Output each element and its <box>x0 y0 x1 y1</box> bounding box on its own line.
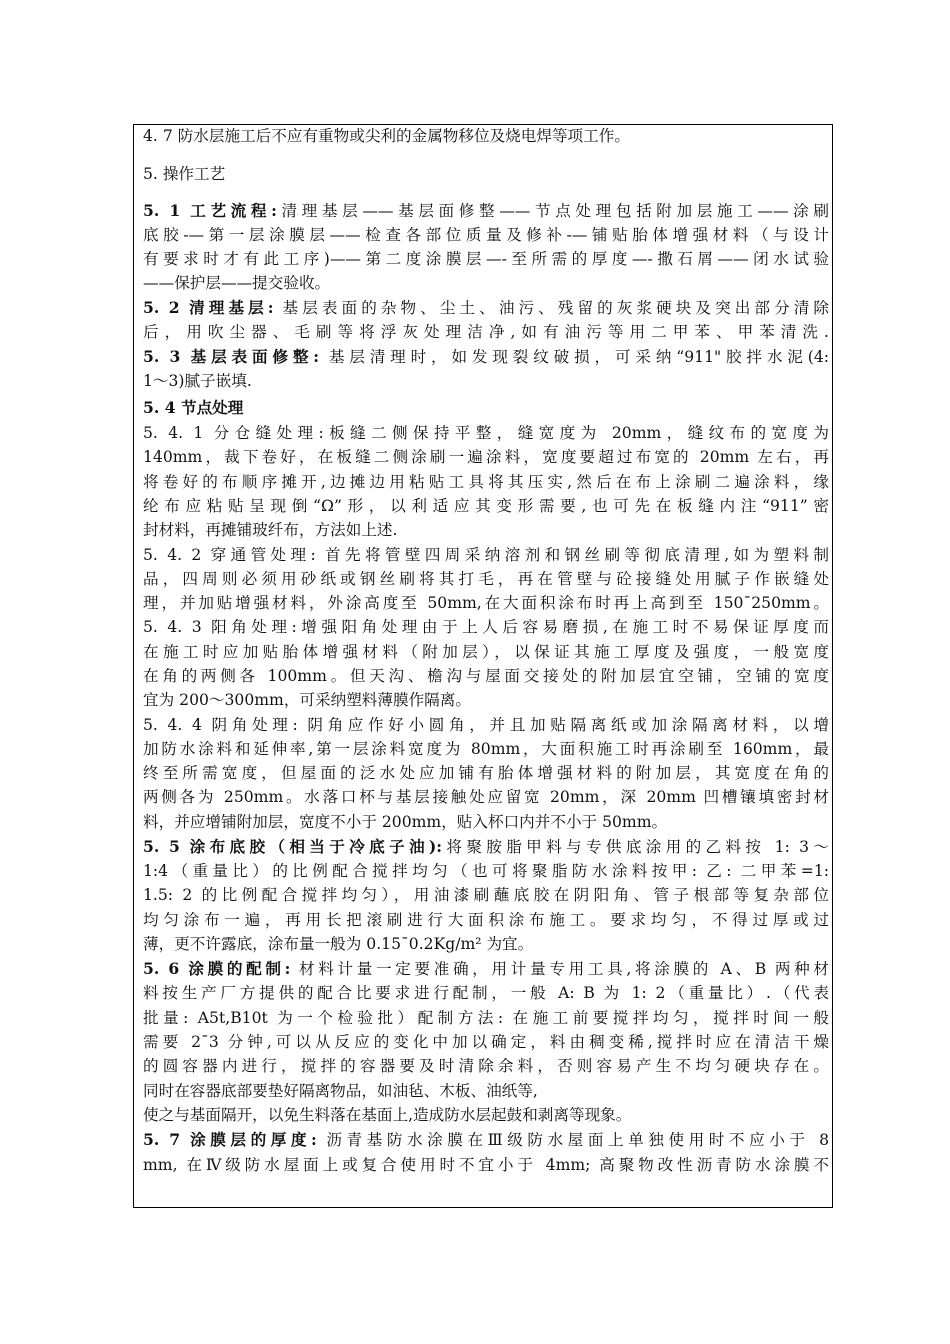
text-line <box>143 347 829 367</box>
line-text: 两侧各为 250mm。水落口杯与基层接触处应留宽 20mm，深 20mm 凹槽镶填密封材 <box>143 788 829 806</box>
text-line <box>143 642 829 662</box>
text-line <box>143 201 829 221</box>
text-line <box>143 617 829 637</box>
text-line <box>143 1032 829 1052</box>
line-text: 的圆容器内进行，搅拌的容器要及时清除余料，否则容易产生不均匀硬块存在。 <box>143 1057 829 1075</box>
line-text: 底胶-—第一层涂膜层——检查各部位质量及修补-—铺贴胎体增强材料（与设计 <box>143 226 829 244</box>
text-line <box>143 1155 829 1175</box>
line-text: 同时在容器底部要垫好隔离物品，如油毡、木板、油纸等, <box>143 1082 538 1100</box>
line-text: 封材料，再摊铺玻纤布，方法如上述. <box>143 521 398 539</box>
line-text: 5. 4. 2 穿通管处理: 首先将管壁四周采纳溶剂和钢丝刷等彻底清理,如为塑料制 <box>143 546 829 564</box>
line-text: 将聚胺脂甲料与专供底涂用的乙料按 1: 3～ <box>442 838 829 856</box>
text-line <box>143 225 829 245</box>
line-text: 均匀涂布一遍，再用长把滚刷进行大面积涂布施工。要求均匀，不得过厚或过 <box>143 911 829 929</box>
line-text: 宜为 200～300mm，可采纳塑料薄膜作隔离。 <box>143 691 471 709</box>
text-line <box>143 545 829 565</box>
line-text: 5. 4. 1 分仓缝处理:板缝二侧保持平整，缝宽度为 20mm，缝纹布的宽度为 <box>143 424 829 442</box>
line-text: 批量: A5t,B10t 为一个检验批）配制方法: 在施工前要搅拌均匀，搅拌时间一般 <box>143 1009 829 1027</box>
line-text: mm, 在Ⅳ级防水屋面上或复合使用时不宜小于 4mm; 高聚物改性沥青防水涂膜不 <box>143 1156 829 1174</box>
text-line <box>143 472 829 492</box>
text-line <box>143 1105 631 1125</box>
text-line <box>143 593 829 613</box>
line-text: 5. 4. 3 阳角处理:增强阳角处理由于上人后容易磨损,在施工时不易保证厚度而 <box>143 618 829 636</box>
line-text: 在角的两侧各 100mm。但天沟、檐沟与屋面交接处的附加层宜空铺，空铺的宽度 <box>143 667 829 685</box>
section-heading: 5. 6 涂膜的配制: <box>143 959 291 978</box>
text-line <box>143 1130 829 1150</box>
line-text: 基层表面的杂物、尘土、油污、残留的灰浆硬块及突出部分清除 <box>273 299 829 317</box>
text-line <box>143 164 225 184</box>
text-line <box>143 885 829 905</box>
line-text: 料按生产厂方提供的配合比要求进行配制，一般 A: B 为 1: 2（重量比）.（代表 <box>143 984 829 1002</box>
line-text: 5. 4. 4 阴角处理: 阴角应作好小圆角，并且加贴隔离纸或加涂隔离材料，以增 <box>143 716 829 734</box>
line-text: 终至所需宽度，但屋面的泛水处应加铺有胎体增强材料的附加层，其宽度在角的 <box>143 764 829 782</box>
line-text: 基层清理时，如发现裂纹破损，可采纳“911"胶拌水泥(4: <box>319 348 829 366</box>
text-line <box>143 715 829 735</box>
text-line <box>143 666 829 686</box>
section-heading: 5. 5 涂布底胶（相当于冷底子油): <box>143 837 443 856</box>
text-line <box>143 322 829 342</box>
text-line <box>143 861 829 881</box>
line-text: 纶布应粘贴呈现倒“Ω”形，以利适应其变形需要,也可先在板缝内注“911”密 <box>143 497 829 515</box>
text-line <box>143 569 829 589</box>
text-line <box>143 690 471 710</box>
line-text: 1～3)腻子嵌填. <box>143 372 252 390</box>
text-line <box>143 273 330 293</box>
line-text: 品，四周则必须用砂纸或钢丝刷将其打毛，再在管壁与砼接缝处用腻子作嵌缝处 <box>143 570 829 588</box>
line-text: 薄，更不许露底，涂布量一般为 0.15¯0.2Kg/m² 为宜。 <box>143 935 534 953</box>
line-text: 在施工时应加贴胎体增强材料（附加层），以保证其施工厚度及强度，一般宽度 <box>143 643 829 661</box>
text-line <box>143 249 829 269</box>
text-line <box>143 1081 538 1101</box>
text-line <box>143 126 630 146</box>
text-line <box>143 959 829 979</box>
text-line <box>143 812 667 832</box>
line-text: 使之与基面隔开，以免生料落在基面上,造成防水层起鼓和剥离等现象。 <box>143 1106 632 1124</box>
line-text: 4. 7 防水层施工后不应有重物或尖利的金属物移位及烧电焊等项工作。 <box>143 127 630 145</box>
line-text: 后，用吹尘器、毛刷等将浮灰处理洁净,如有油污等用二甲苯、甲苯清洗. <box>143 323 829 341</box>
section-heading: 5. 4 节点处理 <box>143 398 244 417</box>
line-text: 1:4（重量比）的比例配合搅拌均匀（也可将聚脂防水涂料按甲: 乙: 二甲苯=1: <box>143 862 829 880</box>
text-line <box>143 520 397 540</box>
line-text: 料，并应增铺附加层，宽度不小于 200mm，贴入杯口内并不小于 50mm。 <box>143 813 668 831</box>
section-heading: 5. 1 工艺流程: <box>143 201 277 220</box>
section-heading: 5. 7 涂膜层的厚度: <box>143 1130 317 1149</box>
text-line <box>143 371 252 391</box>
text-line <box>143 398 243 418</box>
line-text: 5. 操作工艺 <box>143 165 226 183</box>
text-line <box>143 787 829 807</box>
text-line <box>143 983 829 1003</box>
line-text: 理，并加贴增强材料，外涂高度至 50mm,在大面积涂布时再上高到至 150¯250mm。 <box>143 594 829 612</box>
text-line <box>143 763 829 783</box>
section-heading: 5. 2 清理基层: <box>143 298 274 317</box>
text-line <box>143 934 533 954</box>
line-text: 加防水涂料和延伸率,第一层涂料宽度为 80mm，大面积施工时再涂刷至 160mm，最 <box>143 740 829 758</box>
text-line <box>143 739 829 759</box>
text-line <box>143 910 829 930</box>
line-text: 1.5: 2 的比例配合搅拌均匀），用油漆刷蘸底胶在阴阳角、管子根部等复杂部位 <box>143 886 829 904</box>
line-text: 材料计量一定要准确，用计量专用工具,将涂膜的 A、B 两种材 <box>290 960 829 978</box>
text-line <box>143 1056 829 1076</box>
text-line <box>143 837 829 857</box>
text-line <box>143 423 829 443</box>
line-text: 140mm，裁下卷好，在板缝二侧涂刷一遍涂料，宽度要超过布宽的 20mm 左右，再 <box>143 448 829 466</box>
text-line <box>143 447 829 467</box>
line-text: 需要 2¯3 分钟,可以从反应的变化中加以确定，料由稠变稀,搅拌时应在清洁干燥 <box>143 1033 829 1051</box>
line-text: 将卷好的布顺序摊开,边摊边用粘贴工具将其压实,然后在布上涂刷二遍涂料，缘 <box>143 473 829 491</box>
line-text: 有要求时才有此工序)——第二度涂膜层—-至所需的厚度—-撒石屑——闭水试验 <box>143 250 829 268</box>
line-text: ——保护层——提交验收。 <box>143 274 331 292</box>
line-text: 沥青基防水涂膜在Ⅲ级防水屋面上单独使用时不应小于 8 <box>316 1131 830 1149</box>
line-text: 清理基层——基层面修整——节点处理包括附加层施工——涂刷 <box>276 202 829 220</box>
text-line <box>143 1008 829 1028</box>
section-heading: 5. 3 基层表面修整: <box>143 347 320 366</box>
text-line <box>143 298 829 318</box>
text-line <box>143 496 829 516</box>
